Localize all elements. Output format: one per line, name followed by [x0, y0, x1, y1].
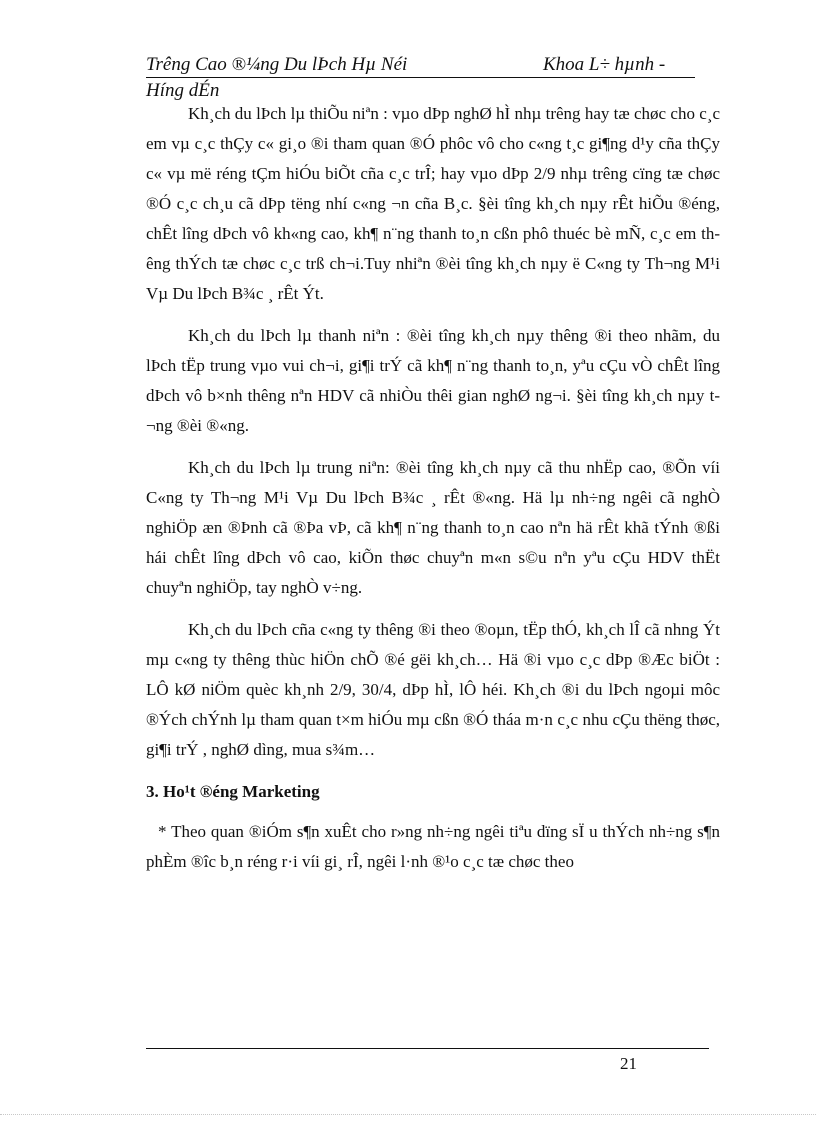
section-heading-marketing: 3. Ho¹t ®éng Marketing	[146, 782, 320, 801]
paragraph-middle-aged-tourists: Kh¸ch du lÞch lµ trung niªn: ®èi tîng kh¸ch nµy cã thu nhËp cao, ®Õn víi C«ng ty Th¬ng M¹i Vµ Du lÞch B¾c ¸ rÊt ®«ng. Hä lµ nh÷ng ngêi cã nghÒ nghiÖp æn ®Þnh cã ®Þa vÞ, cã kh¶ n¨ng thanh to¸n cao nªn hä rÊt khã tÝnh ®ßi hái chÊt lîng dÞch vô cao, kiÕn thøc chuyªn m«n s©u nªn yªu cÇu HDV thËt chuyªn nghiÖp, tay nghÒ v÷ng.	[146, 458, 720, 597]
document-body	[146, 99, 720, 889]
header-rule	[146, 77, 695, 78]
paragraph-youth-tourists: Kh¸ch du lÞch lµ thiÕu niªn : vµo dÞp nghØ hÌ nhµ trêng hay tæ chøc cho c¸c em vµ c¸c thÇy c« gi¸o ®i tham quan ®Ó phôc vô cho c«ng t¸c gi¶ng d¹y cña thÇy c« vµ më réng tÇm hiÓu biÕt cña c¸c trÎ; hay vµo dÞp 2/9 nhµ trêng cïng tæ chøc ®Ó c¸c ch¸u cã dÞp tëng nhí c«ng ¬n cña B¸c. §èi tîng kh¸ch nµy rÊt hiÕu ®éng, chÊt lîng dÞch vô kh«ng cao, kh¶ n¨ng thanh to¸n cßn phô thuéc bè mÑ, c¸c em thêng thÝch tæ chøc c¸c trß ch¬i.Tuy nhiªn ®èi tîng kh¸ch nµy ë C«ng ty Th¬ng M¹i Vµ Du lÞch B¾c ¸ rÊt Ýt.	[146, 104, 720, 303]
running-header-continuation: Híng dÉn	[146, 80, 220, 101]
footer-rule	[146, 1048, 709, 1049]
paragraph-company-tourists: Kh¸ch du lÞch cña c«ng ty thêng ®i theo ®oµn, tËp thÓ, kh¸ch lÎ cã nhng Ýt mµ c«ng ty thêng thùc hiÖn chÕ ®é gëi kh¸ch… Hä ®i vµo c¸c dÞp ®Æc biÖt : LÔ kØ niÖm quèc kh¸nh 2/9, 30/4, dÞp hÌ, lÔ héi. Kh¸ch ®i du lÞch ngoµi môc ®Ých chÝnh lµ tham quan t×m hiÓu mµ cßn ®Ó tháa m·n c¸c nhu cÇu thëng thøc, gi¶i trÝ , nghØ dìng, mua s¾m…	[146, 620, 720, 759]
running-header-faculty: Khoa L÷ hµnh -	[543, 54, 666, 75]
page-number: 21	[620, 1054, 637, 1073]
paragraph-marketing-note: * Theo quan ®iÓm s¶n xuÊt cho r»ng nh÷ng ngêi tiªu dïng sÏ u thÝch nh÷ng s¶n phÈm ®îc b¸n réng r·i víi gi¸ rÎ, ngêi l·nh ®¹o c¸c tæ chøc theo	[146, 822, 720, 871]
paragraph-young-adult-tourists: Kh¸ch du lÞch lµ thanh niªn : ®èi tîng kh¸ch nµy thêng ®i theo nhãm, du lÞch tËp trung vµo vui ch¬i, gi¶i trÝ cã kh¶ n¨ng thanh to¸n, yªu cÇu vÒ chÊt lîng dÞch vô b×nh thêng nªn HDV cã nhiÒu thêi gian nghØ ng¬i. §èi tîng kh¸ch nµy t¬ng ®èi ®«ng.	[146, 326, 720, 435]
page-edge	[0, 1114, 816, 1115]
running-header-school: Trêng Cao ®¼ng Du lÞch Hµ Néi	[146, 54, 408, 75]
